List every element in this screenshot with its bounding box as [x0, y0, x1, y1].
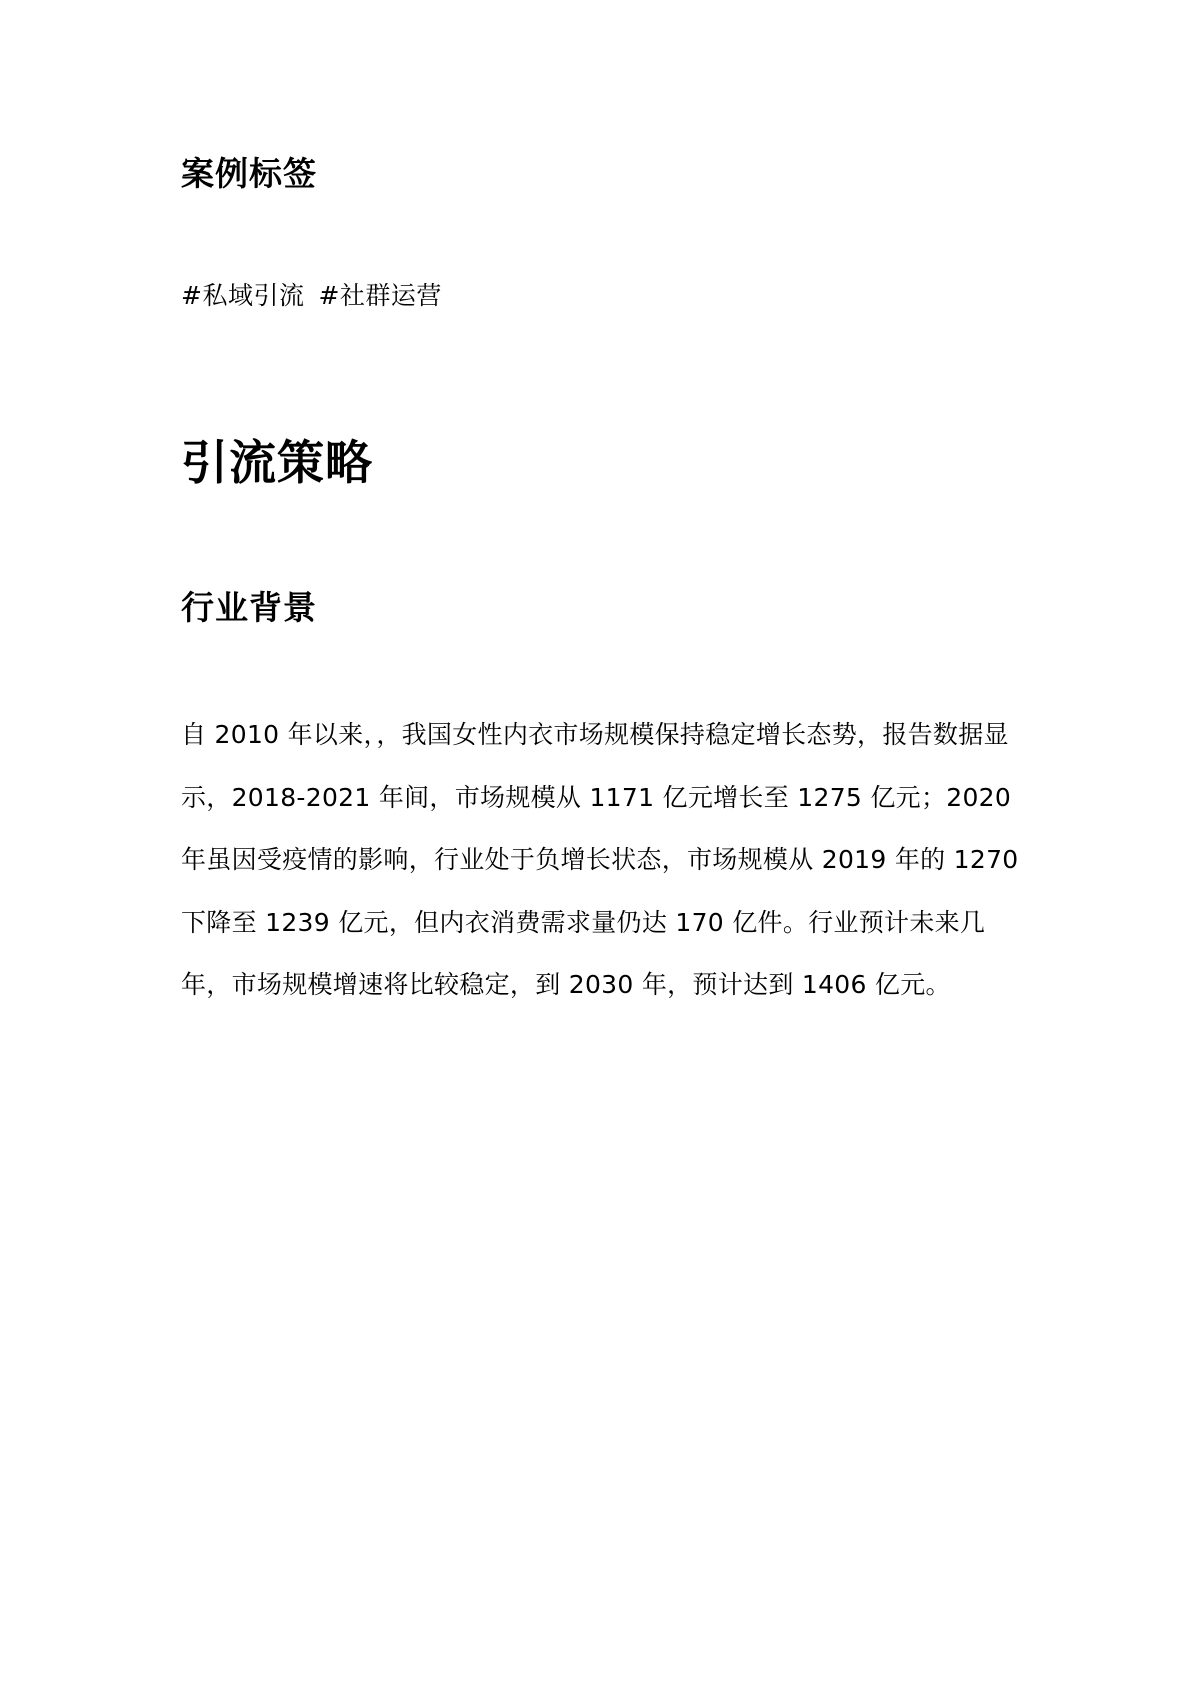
case-tags-line [181, 278, 1021, 314]
tag-private-domain-traffic: #私域引流 [181, 281, 305, 310]
case-tags-heading: 案例标签 [181, 154, 317, 193]
strategy-heading: 引流策略 [181, 436, 373, 491]
document-content [181, 150, 1021, 1017]
industry-background-paragraph: 自 2010 年以来，，我国女性内衣市场规模保持稳定增长态势，报告数据显示，2018-2021 年间，市场规模从 1171 亿元增长至 1275 亿元；2020 年虽因受疫情的影响，行业处于负增长状态，市场规模从 2019 年的 1270 下降至 1239 亿元，但内衣消费需求量仍达 170 亿件。行业预计未来几年，市场规模增速将比较稳定，到 2030 年，预计达到 1406 亿元。 [181, 720, 1019, 999]
industry-background-heading: 行业背景 [181, 588, 317, 627]
tag-community-operation: #社群运营 [318, 281, 442, 310]
